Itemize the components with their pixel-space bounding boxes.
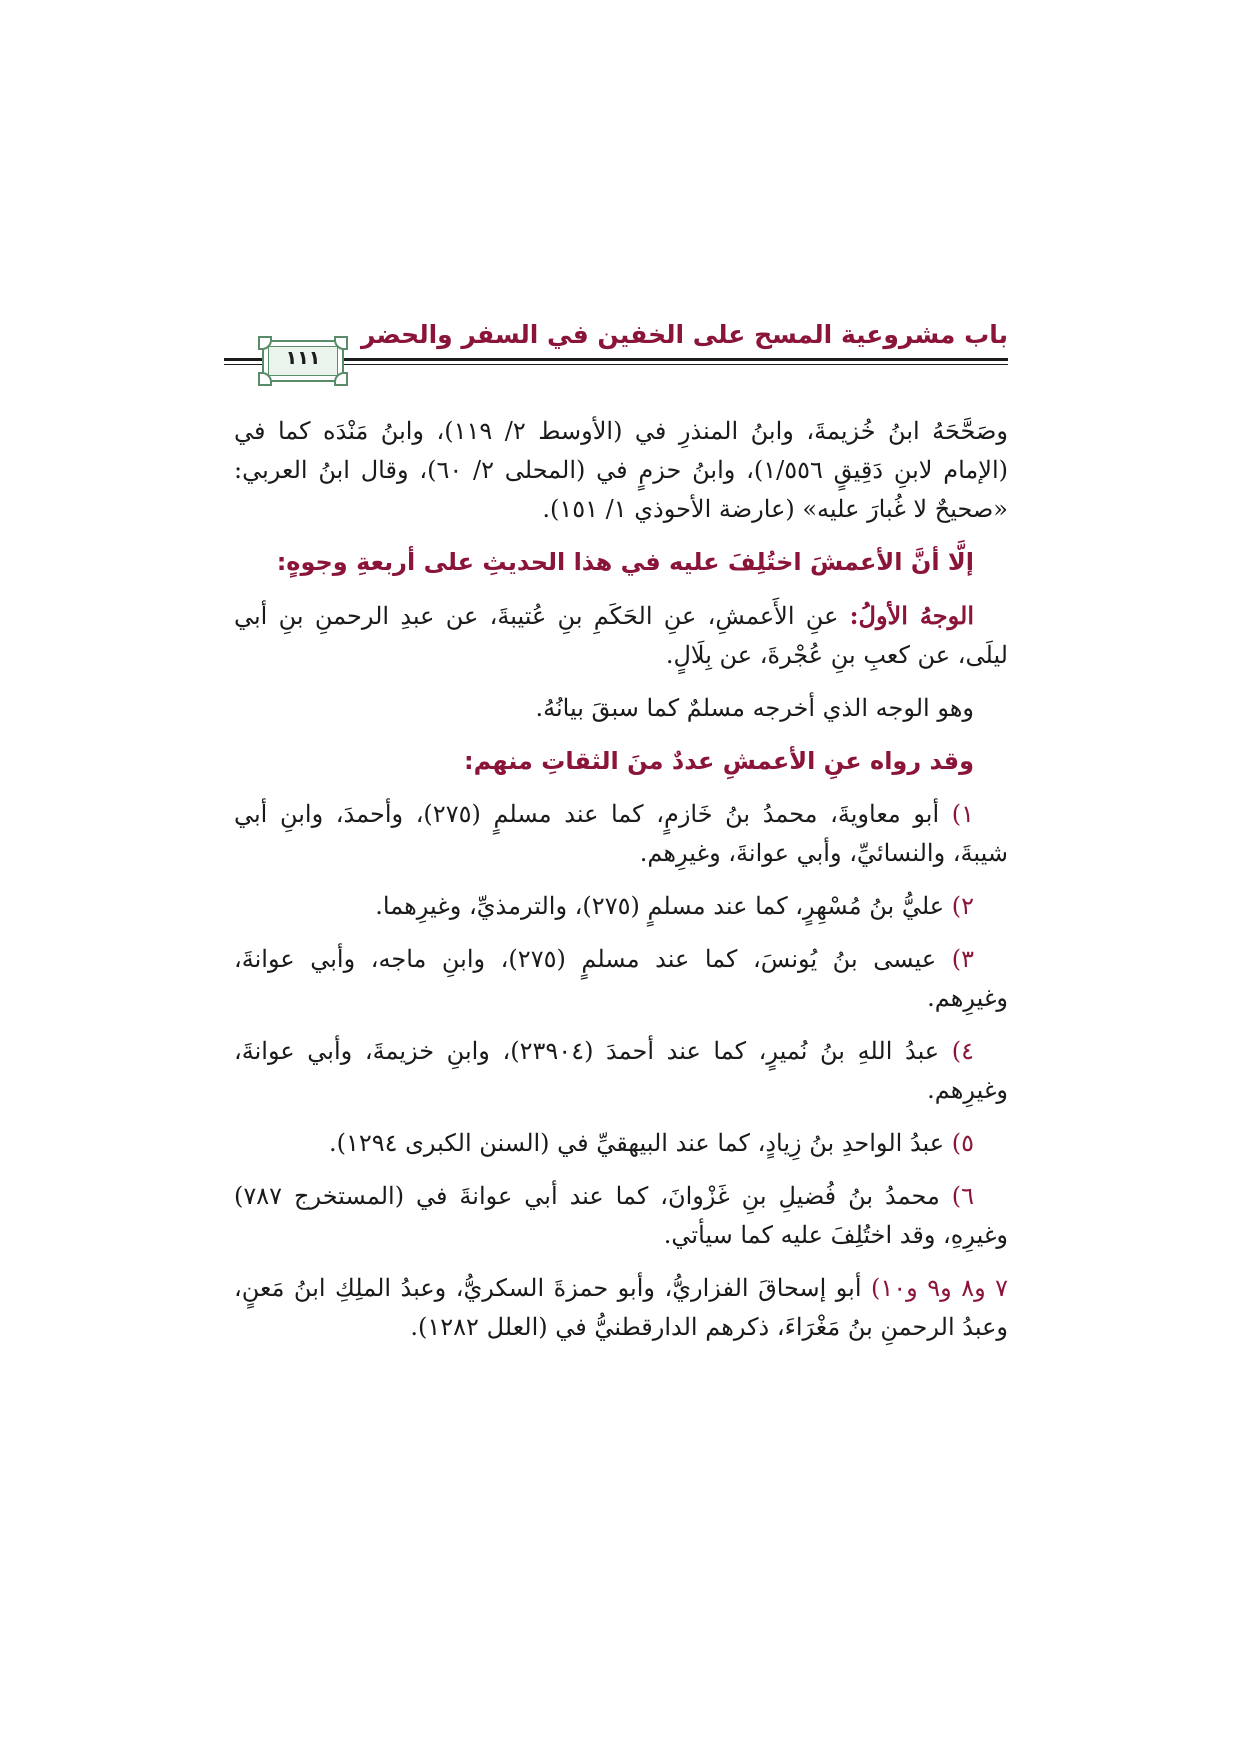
paragraph bbox=[234, 596, 1008, 675]
chapter-title: باب مشروعية المسح على الخفين في السفر والحضر bbox=[361, 320, 1008, 349]
list-item bbox=[234, 795, 1008, 873]
list-item-number: ٢) bbox=[951, 892, 974, 920]
list-item-text: عيسى بنُ يُونسَ، كما عند مسلمٍ (٢٧٥)، وابنِ ماجه، وأبي عوانةَ، وغيرِهم. bbox=[234, 945, 1008, 1012]
list-item bbox=[234, 1177, 1008, 1255]
list-item bbox=[234, 887, 1008, 926]
list-item bbox=[234, 940, 1008, 1018]
page-body bbox=[234, 412, 1008, 1361]
list-item-text: عبدُ الواحدِ بنُ زِيادٍ، كما عند البيهقيِّ في (السنن الكبرى ١٢٩٤). bbox=[328, 1129, 952, 1157]
list-item-number: ٥) bbox=[951, 1129, 974, 1157]
list-item bbox=[234, 1269, 1008, 1347]
list-item-text: أبو إسحاقَ الفزاريُّ، وأبو حمزةَ السكريُّ، وعبدُ الملِكِ ابنُ مَعنٍ، وعبدُ الرحمنِ بنُ مَغْرَاءَ، ذكرهم الدارقطنيُّ في (العلل ١٢٨٢). bbox=[234, 1274, 1008, 1341]
list-item-text: محمدُ بنُ فُضيلِ بنِ غَزْوانَ، كما عند أبي عوانةَ في (المستخرج ٧٨٧) وغيرِهِ، وقد اختُلِفَ عليه كما سيأتي. bbox=[234, 1182, 1008, 1249]
section-heading: إلَّا أنَّ الأعمشَ اختُلِفَ عليه في هذا الحديثِ على أربعةِ وجوهٍ: bbox=[276, 548, 974, 576]
list-item-number: ٤) bbox=[951, 1037, 974, 1065]
list-item-text: عبدُ اللهِ بنُ نُميرٍ، كما عند أحمدَ (٢٣٩٠٤)، وابنِ خزيمةَ، وأبي عوانةَ، وغيرِهم. bbox=[234, 1037, 1008, 1104]
paragraph-text: عنِ الأَعمشِ، عنِ الحَكَمِ بنِ عُتيبةَ، عن عبدِ الرحمنِ بنِ أبي ليلَى، عن كعبِ بنِ عُجْرةَ، عن بِلَالٍ. bbox=[234, 602, 1008, 669]
list-item-number: ٣) bbox=[951, 945, 974, 973]
list-item-number: ٧ و٨ و٩ و١٠) bbox=[870, 1274, 1009, 1302]
list-item-number: ٦) bbox=[951, 1182, 974, 1210]
paragraph: وهو الوجه الذي أخرجه مسلمٌ كما سبقَ بيانُهُ. bbox=[535, 694, 974, 722]
paragraph: وصَحَّحَهُ ابنُ خُزيمةَ، وابنُ المنذرِ في (الأوسط ٢/ ١١٩)، وابنُ مَنْدَه كما في (الإمام لابنِ دَقِيقٍ ١/٥٥٦)، وابنُ حزمٍ في (المحلى ٢/ ٦٠)، وقال ابنُ العربي: «صحيحٌ لا غُبارَ عليه» (عارضة الأحوذي ١/ ١٥١). bbox=[234, 417, 1009, 523]
page-number-badge bbox=[262, 340, 344, 382]
list-item bbox=[234, 1032, 1008, 1110]
list-item-number: ١) bbox=[951, 800, 974, 828]
section-heading: وقد رواه عنِ الأعمشِ عددٌ منَ الثقاتِ منهم: bbox=[464, 747, 974, 775]
page-header bbox=[224, 318, 1008, 378]
page-number: ١١١ bbox=[285, 347, 321, 369]
list-item bbox=[234, 1124, 1008, 1163]
list-item-text: عليُّ بنُ مُسْهِرٍ، كما عند مسلمٍ (٢٧٥)، والترمذيِّ، وغيرِهما. bbox=[375, 892, 952, 920]
list-item-text: أبو معاويةَ، محمدُ بنُ خَازمٍ، كما عند مسلمٍ (٢٧٥)، وأحمدَ، وابنِ أبي شيبةَ، والنسائيِّ، وأبي عوانةَ، وغيرِهم. bbox=[234, 800, 1008, 867]
paragraph-lead: الوجهُ الأولُ: bbox=[849, 601, 974, 630]
